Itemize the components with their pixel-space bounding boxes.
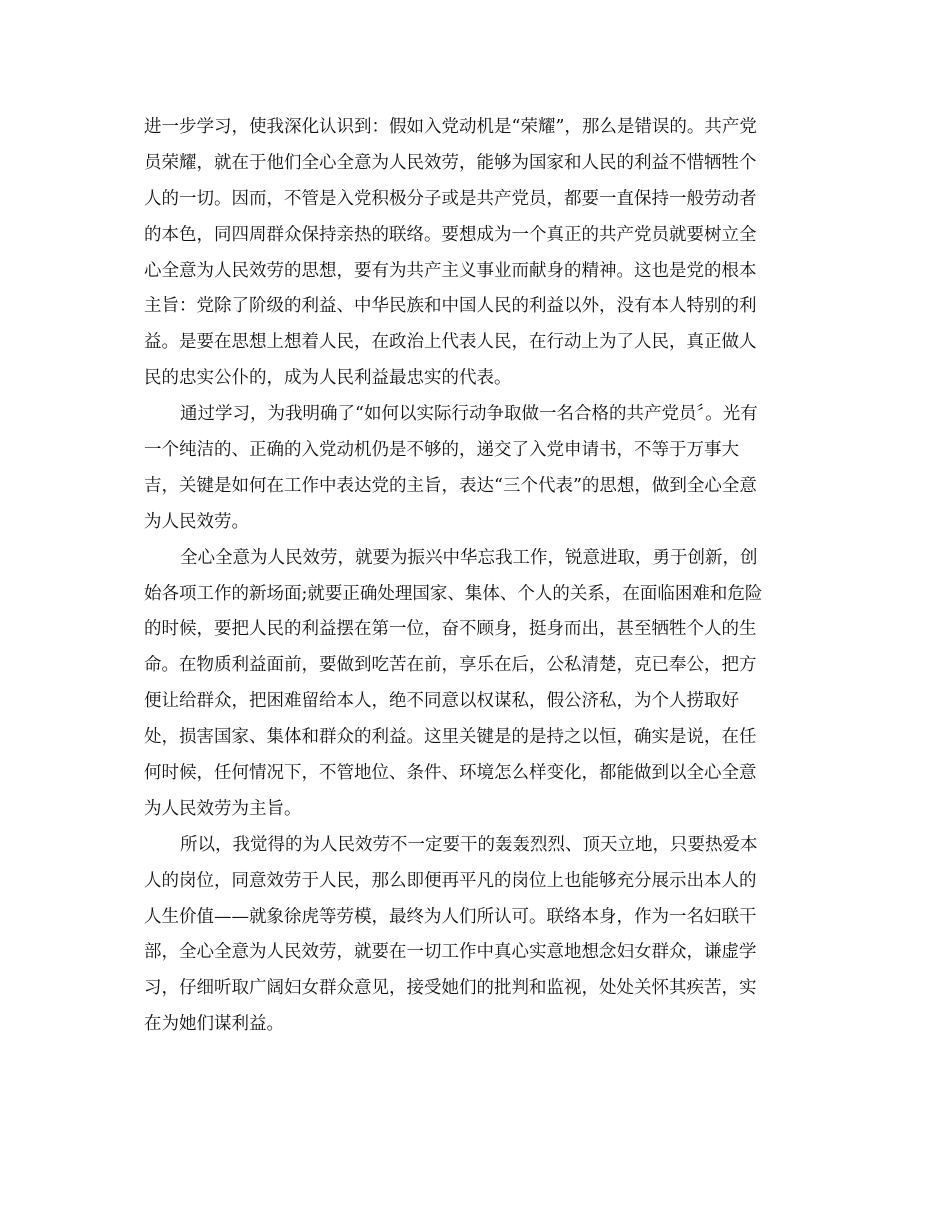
document-body xyxy=(144,110,804,1043)
text-line: 命。在物质利益面前，要做到吃苦在前，享乐在后，公私清楚，克已奉公，把方 xyxy=(144,655,757,676)
text-line: 心全意为人民效劳的思想，要有为共产主义事业而献身的精神。这也是党的根本 xyxy=(144,260,757,281)
text-line: 何时候，任何情况下，不管地位、条件、环境怎么样变化，都能做到以全心全意 xyxy=(144,763,757,784)
paragraph-4 xyxy=(144,828,804,1043)
text-line: 一个纯洁的、正确的入党动机仍是不够的，递交了入党申请书，不等于万事大 xyxy=(144,440,739,461)
text-line: 进一步学习，使我深化认识到：假如入党动机是“荣耀”，那么是错误的。共产党 xyxy=(144,117,757,137)
text-line: 民的忠实公仆的，成为人民利益最忠实的代表。 xyxy=(144,368,512,389)
text-line: 在为她们谋利益。 xyxy=(144,1014,284,1035)
text-line: 的时候，要把人民的利益摆在第一位，奋不顾身，挺身而出，甚至牺牲个人的生 xyxy=(144,619,757,640)
paragraph-3 xyxy=(144,541,804,828)
text-line: 吉，关键是如何在工作中表达党的主旨，表达“三个代表”的思想，做到全心全意 xyxy=(144,475,757,496)
text-line: 的本色，同四周群众保持亲热的联络。要想成为一个真正的共产党员就要树立全 xyxy=(144,224,757,245)
text-line: 为人民效劳为主旨。 xyxy=(144,798,302,819)
text-line: 全心全意为人民效劳，就要为振兴中华忘我工作，锐意进取，勇于创新，创 xyxy=(180,547,758,568)
text-line: 所以，我觉得的为人民效劳不一定要干的轰轰烈烈、顶天立地，只要热爱本 xyxy=(180,834,758,855)
text-line: 习，仔细听取广阔妇女群众意见，接受她们的批判和监视，处处关怀其疾苦，实 xyxy=(144,978,757,999)
text-line: 通过学习，为我明确了“如何以实际行动争取做一名合格的共产党员〞。光有 xyxy=(180,404,758,425)
text-line: 部，全心全意为人民效劳，就要在一切工作中真心实意地想念妇女群众，谦虚学 xyxy=(144,942,757,963)
paragraph-1 xyxy=(144,110,804,397)
paragraph-2 xyxy=(144,397,804,541)
text-line: 为人民效劳。 xyxy=(144,511,249,532)
text-line: 始各项工作的新场面;就要正确处理国家、集体、个人的关系，在面临困难和危险 xyxy=(144,583,763,604)
text-line: 人生价值——就象徐虎等劳模，最终为人们所认可。联络本身，作为一名妇联干 xyxy=(144,906,757,927)
text-line: 便让给群众，把困难留给本人，绝不同意以权谋私，假公济私，为个人捞取好 xyxy=(144,691,739,712)
text-line: 员荣耀，就在于他们全心全意为人民效劳，能够为国家和人民的利益不惜牺牲个 xyxy=(144,152,757,173)
text-line: 主旨：党除了阶级的利益、中华民族和中国人民的利益以外，没有本人特别的利 xyxy=(144,296,757,317)
text-line: 处，损害国家、集体和群众的利益。这里关键是的是持之以恒，确实是说，在任 xyxy=(144,727,757,748)
text-line: 人的岗位，同意效劳于人民，那么即便再平凡的岗位上也能够充分展示出本人的 xyxy=(144,870,757,891)
text-line: 人的一切。因而，不管是入党积极分子或是共产党员，都要一直保持一般劳动者 xyxy=(144,188,757,209)
text-line: 益。是要在思想上想着人民，在政治上代表人民，在行动上为了人民，真正做人 xyxy=(144,332,757,353)
